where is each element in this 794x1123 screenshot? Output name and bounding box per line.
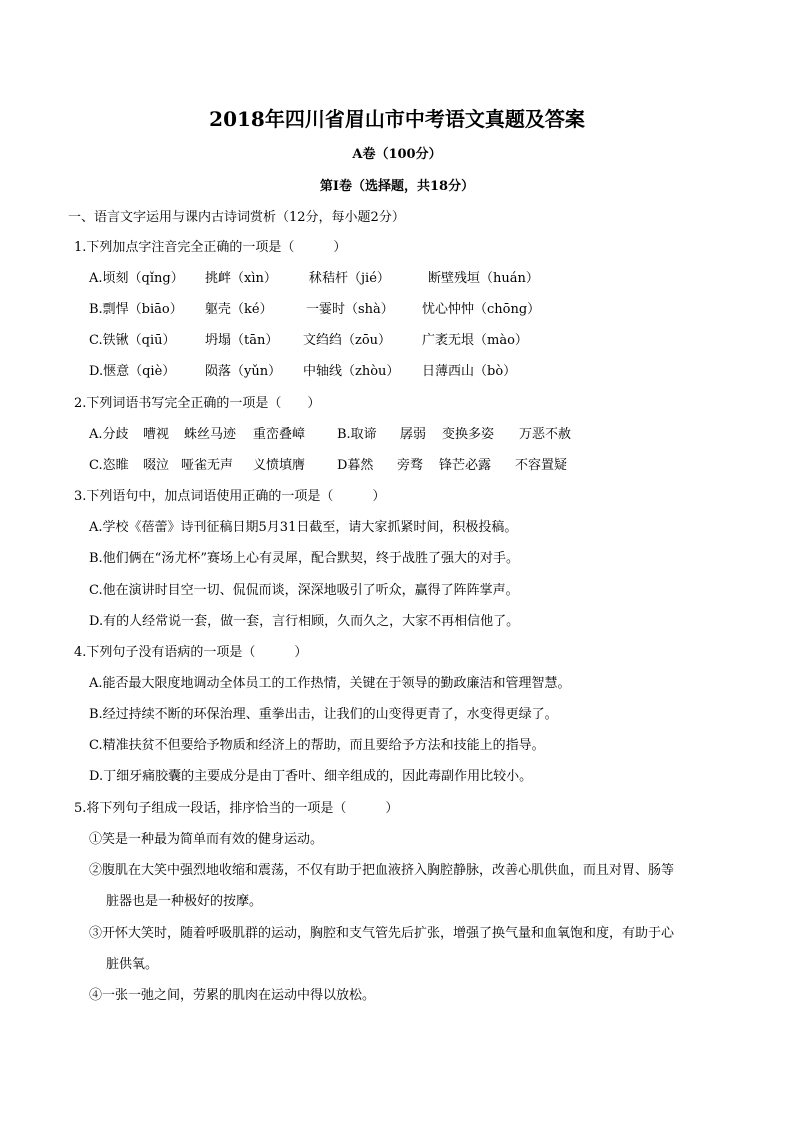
option-item: 忧心忡忡（chōng） (422, 302, 541, 317)
option-item: C.铁锹（qiū） (89, 333, 176, 348)
sentence-2: ②腹肌在大笑中强烈地收缩和震荡，不仅有助于把血液挤入胸腔静脉，改善心肌供血，而且对胃、肠等 (89, 863, 675, 878)
option-item: C.恣睢 (89, 458, 129, 473)
sentence-2-continued: 脏器也是一种极好的按摩。 (106, 894, 263, 909)
volume-heading: 第Ⅰ卷（选择题，共18分） (319, 179, 475, 194)
option-item: 蛛丝马迹 (184, 427, 237, 442)
question-4-option-c: C.精准扶贫不但要给予物质和经济上的帮助，而且要给予方法和技能上的指导。 (89, 738, 545, 753)
option-item: 不容置疑 (515, 458, 568, 473)
option-item: 哑雀无声 (181, 458, 234, 473)
question-3-option-c: C.他在演讲时目空一切、侃侃而谈，深深地吸引了听众，赢得了阵阵掌声。 (89, 583, 519, 598)
option-item: 文绉绉（zōu） (303, 333, 392, 348)
option-item: A.分歧 (89, 427, 129, 442)
section-heading: 一、语言文字运用与课内古诗词赏析（12分，每小题2分） (68, 210, 405, 225)
option-item: D暮然 (337, 458, 374, 473)
option-item: 义愤填膺 (253, 458, 306, 473)
option-item: 挑衅（xìn） (205, 271, 277, 286)
question-3-option-d: D.有的人经常说一套，做一套，言行相顾，久而久之，大家不再相信他了。 (89, 614, 520, 629)
option-item: 啜泣 (143, 458, 170, 473)
option-item: B.取谛 (337, 427, 377, 442)
document-title: 2018年四川省眉山市中考语文真题及答案 (209, 107, 585, 131)
option-item: 变换多姿 (442, 427, 495, 442)
question-4-stem: 4.下列句子没有语病的一项是（ ） (74, 645, 308, 660)
question-4-option-a: A.能否最大限度地调动全体员工的工作热情，关键在于领导的勤政廉洁和管理智慧。 (89, 676, 571, 691)
option-item: 万恶不赦 (519, 427, 572, 442)
question-2-stem: 2.下列词语书写完全正确的一项是（ ） (74, 396, 321, 411)
question-4-option-b: B.经过持续不断的环保治理、重拳出击，让我们的山变得更青了，水变得更绿了。 (89, 707, 558, 722)
question-3-option-a: A.学校《蓓蕾》诗刊征稿日期5月31日截至，请大家抓紧时间，积极投稿。 (89, 520, 518, 535)
question-4-option-d: D.丁细牙痛胶囊的主要成分是由丁香叶、细辛组成的，因此毒副作用比较小。 (89, 769, 533, 784)
option-item: 旁骛 (397, 458, 424, 473)
sentence-4: ④一张一弛之间，劳累的肌肉在运动中得以放松。 (89, 988, 376, 1003)
sentence-3: ③开怀大笑时，随着呼吸肌群的运动，胸腔和支气管先后扩张，增强了换气量和血氧饱和度，有助于心 (89, 926, 675, 941)
option-item: 日薄西山（bò） (422, 364, 517, 379)
question-1-stem: 1.下列加点字注音完全正确的一项是（ ） (74, 240, 347, 255)
question-3-stem: 3.下列语句中，加点词语使用正确的一项是（ ） (74, 489, 386, 504)
option-item: 广袤无垠（mào） (422, 333, 528, 348)
option-item: 秫秸杆（jié） (309, 271, 390, 286)
option-item: 断壁残垣（huán） (428, 271, 539, 286)
option-item: 中轴线（zhòu） (303, 364, 400, 379)
question-5-stem: 5.将下列句子组成一段话，排序恰当的一项是（ ） (74, 801, 399, 816)
paper-heading: A卷（100分） (352, 147, 442, 162)
question-3-option-b: B.他们俩在“汤尤杯”赛场上心有灵犀，配合默契，终于战胜了强大的对手。 (89, 551, 519, 566)
option-item: 躯壳（ké） (205, 302, 273, 317)
option-item: 一霎时（shà） (306, 302, 394, 317)
option-item: A.顷刻（qǐng） (89, 271, 184, 286)
option-item: B.剽悍（biāo） (89, 302, 183, 317)
option-item: D.惬意（qiè） (89, 364, 176, 379)
option-item: 重峦叠嶂 (253, 427, 306, 442)
option-item: 坍塌（tān） (205, 333, 279, 348)
sentence-1: ①笑是一种最为简单而有效的健身运动。 (89, 832, 324, 847)
option-item: 锋芒必露 (439, 458, 492, 473)
option-item: 孱弱 (400, 427, 427, 442)
option-item: 陨落（yǔn） (205, 364, 282, 379)
option-item: 嘈视 (143, 427, 170, 442)
sentence-3-continued: 脏供氧。 (106, 957, 159, 972)
